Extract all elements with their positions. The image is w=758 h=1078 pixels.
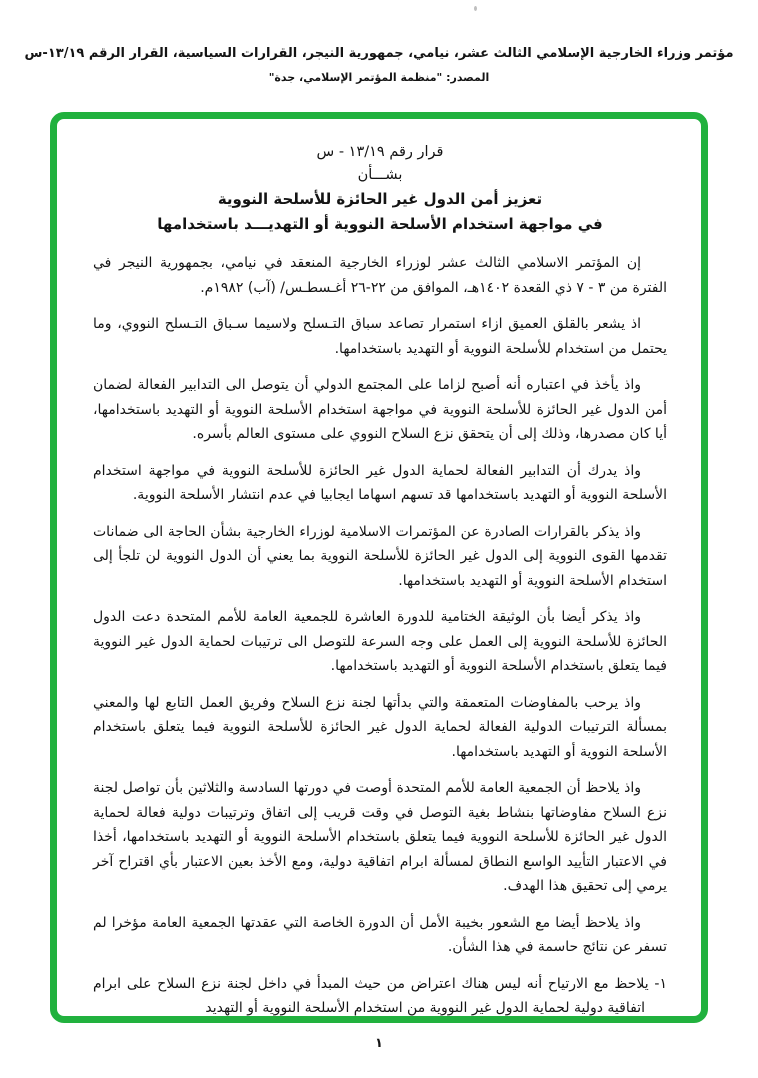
paragraph: واذ يلاحظ أيضا مع الشعور بخيبة الأمل أن الدورة الخاصة التي عقدتها الجمعية العامة مؤخرا لم تسفر عن نتائج حاسمة في هذا الشأن. xyxy=(93,914,667,955)
paragraph: اذ يشعر بالقلق العميق ازاء استمرار تصاعد سباق التـسلح ولاسيما سـباق التـسلح النووي، وما يحتمل من استخدام للأسلحة النووية أو التهديد باستخدامها. xyxy=(93,316,667,357)
scan-artifact xyxy=(474,6,477,11)
paragraph: واذ يرحب بالمفاوضات المتعمقة والتي بدأتها لجنة نزع السلاح وفريق العمل التابع لها والمعني بمسألة الترتيبات الدولية الفعالة لحماية الدول غير الحائزة للأسلحة النووية فيما يتعلق باستخدام الأسلحة النووية أو التهديد باستخدامها. xyxy=(93,694,667,760)
paragraph: واذ يلاحظ أن الجمعية العامة للأمم المتحدة أوصت في دورتها السادسة والثلاثين بأن تواصل لجنة نزع السلاح مفاوضاتها بنشاط بغية التوصل في وقت قريب إلى اتفاق وترتيبات دولية فعالة لحماية الدول غير الحائزة للأسلحة النووية فيما يتعلق باستخدام الأسلحة النووية أو التهديد باستخدامها، أخذا في الاعتبار التأييد الواسع النطاق لمسألة ابرام اتفاقية دولية، ومع الأخذ بعين الاعتبار بأي اقتراح آخر يرمي إلى تحقيق هذا الهدف. xyxy=(93,780,667,894)
item-number: ١- xyxy=(648,975,667,992)
page-number: ١ xyxy=(375,1036,383,1051)
paragraph: إن المؤتمر الاسلامي الثالث عشر لوزراء الخارجية المنعقد في نيامي، بجمهورية النيجر في الفترة من ٣ - ٧ ذي القعدة ١٤٠٢هـ، الموافق من ٢٢-٢٦ أغـسطـس/ (آب) ١٩٨٢م. xyxy=(93,255,667,296)
resolution-border-box xyxy=(50,112,708,1023)
resolution-subject-line2: في مواجهة استخدام الأسلحة النووية أو التهديـــد باستخدامها xyxy=(157,215,603,233)
paragraph: واذ يأخذ في اعتباره أنه أصبح لزاما على المجتمع الدولي أن يتوصل الى التدابير الفعالة لضمان أمن الدول غير الحائزة للأسلحة النووية في مواجهة استخدام الأسلحة النووية أو التهديد باستخدامها، أيا كان مصدرها، وذلك إلى أن يتحقق نزع السلاح النووي على مستوى العالم بأسره. xyxy=(93,377,667,442)
resolution-subject-line1: تعزيز أمن الدول غير الحائزة للأسلحة النووية xyxy=(217,190,543,208)
paragraph: واذ يدرك أن التدابير الفعالة لحماية الدول غير الحائزة للأسلحة النووية في مواجهة استخدام الأسلحة النووية أو التهديد باستخدامها قد تسهم اسهاما ايجابيا في عدم انتشار الأسلحة النووية. xyxy=(93,462,667,503)
resolution-title xyxy=(93,141,667,237)
paragraph: واذ يذكر أيضا بأن الوثيقة الختامية للدورة العاشرة للجمعية العامة للأمم المتحدة دعت الدول الحائزة للأسلحة النووية إلى العمل على وجه السرعة للتوصل الى ترتيبات لحماية الدول غير النووية فيما يتعلق باستخدام الأسلحة النووية أو التهديد باستخدامها. xyxy=(93,609,667,674)
header-title: مؤتمر وزراء الخارجية الإسلامي الثالث عشر، نيامي، جمهورية النيجر، القرارات السياسية، القرار الرقم ١٣/١٩-س xyxy=(24,46,734,61)
document-header xyxy=(0,46,758,84)
resolution-regarding: بشـــأن xyxy=(357,167,403,183)
header-source: المصدر: "منظمة المؤتمر الإسلامي، جدة" xyxy=(268,71,490,84)
numbered-item xyxy=(93,972,667,1021)
body-paragraphs xyxy=(93,251,667,1021)
resolution-number: قرار رقم ١٣/١٩ - س xyxy=(316,144,444,160)
paragraph: واذ يذكر بالقرارات الصادرة عن المؤتمرات الاسلامية لوزراء الخارجية بشأن الحاجة الى ضمانات تقدمها القوى النووية إلى الدول غير الحائزة للأسلحة النووية بما يعني أن الدول النووية لن تلجأ إلى استخدام الأسلحة النووية أو التهديد باستخدامها. xyxy=(93,523,667,589)
item-text: يلاحظ مع الارتياح أنه ليس هناك اعتراض من حيث المبدأ في داخل لجنة نزع السلاح على ابرام اتفاقية دولية لحماية الدول غير النووية من استخدام الأسلحة النووية أو التهديد xyxy=(93,975,649,1016)
